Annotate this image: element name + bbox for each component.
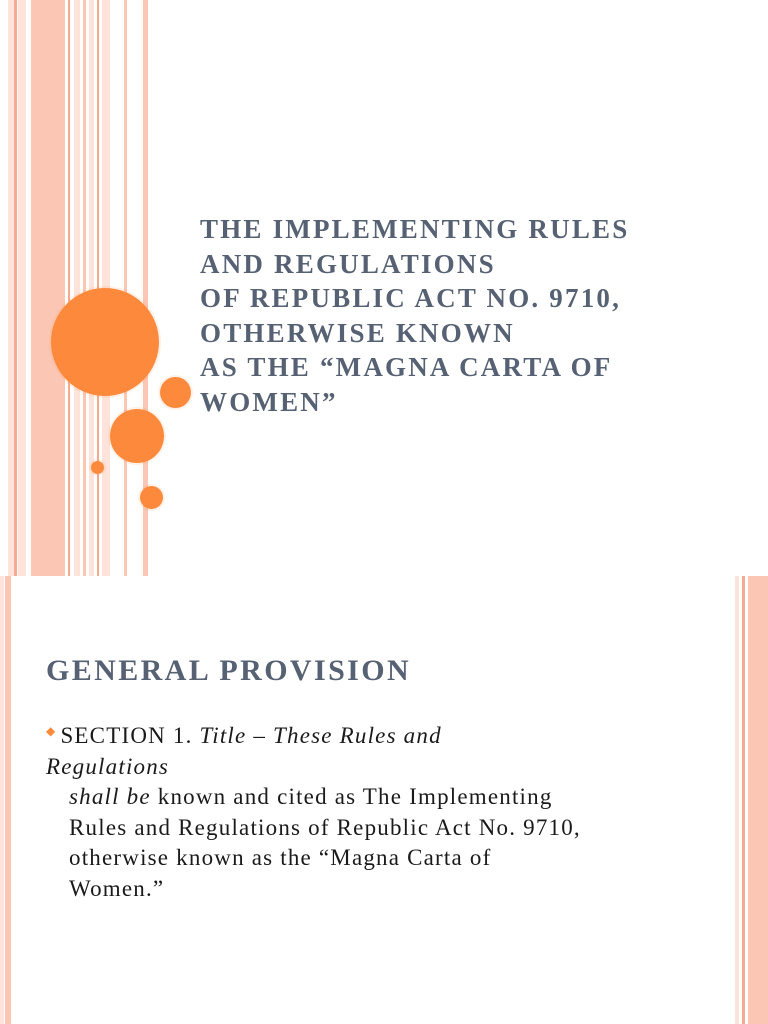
body-line bbox=[46, 752, 686, 783]
content-slide bbox=[0, 576, 768, 1024]
stripe-decoration bbox=[5, 576, 11, 1024]
shall-be-text: shall be bbox=[69, 784, 151, 809]
stripe-decoration bbox=[0, 576, 4, 1024]
circle-decoration bbox=[91, 461, 104, 474]
title-line: WOMEN” bbox=[200, 386, 338, 417]
circle-decoration bbox=[51, 288, 159, 396]
body-line bbox=[46, 782, 686, 813]
circle-decoration bbox=[140, 486, 163, 509]
stripe-decoration bbox=[14, 0, 17, 576]
title-line: OTHERWISE KNOWN bbox=[200, 317, 515, 348]
stripe-decoration bbox=[31, 0, 65, 576]
body-line: Women.” bbox=[69, 875, 165, 901]
section-label: SECTION 1. bbox=[60, 723, 193, 748]
body-line bbox=[46, 716, 686, 752]
stripe-decoration bbox=[742, 576, 745, 1024]
section-heading: GENERAL PROVISION bbox=[46, 654, 412, 687]
stripe-decoration bbox=[74, 0, 80, 576]
slide-title bbox=[200, 212, 760, 419]
body-line: Rules and Regulations of Republic Act No. 9710, bbox=[69, 814, 581, 840]
bullet-icon: ◆ bbox=[46, 724, 57, 738]
stripe-decoration bbox=[83, 0, 86, 576]
stripe-decoration bbox=[735, 576, 739, 1024]
section-title: Title – These Rules and bbox=[199, 723, 442, 748]
section-title-cont: Regulations bbox=[46, 753, 170, 779]
body-line: otherwise known as the “Magna Carta of bbox=[69, 845, 492, 870]
stripe-decoration bbox=[89, 0, 94, 576]
section-body bbox=[46, 716, 686, 904]
title-line: THE IMPLEMENTING RULES bbox=[200, 214, 630, 244]
circle-decoration bbox=[160, 377, 191, 408]
stripe-decoration bbox=[18, 0, 26, 576]
stripe-decoration bbox=[124, 0, 127, 576]
title-line: AND REGULATIONS bbox=[200, 248, 496, 279]
stripe-decoration bbox=[68, 0, 70, 576]
stripe-decoration bbox=[748, 576, 768, 1024]
title-line: OF REPUBLIC ACT NO. 9710, bbox=[200, 283, 622, 313]
title-line: AS THE “MAGNA CARTA OF bbox=[200, 352, 613, 382]
body-text: known and cited as The Implementing bbox=[157, 784, 553, 809]
circle-decoration bbox=[110, 409, 164, 463]
